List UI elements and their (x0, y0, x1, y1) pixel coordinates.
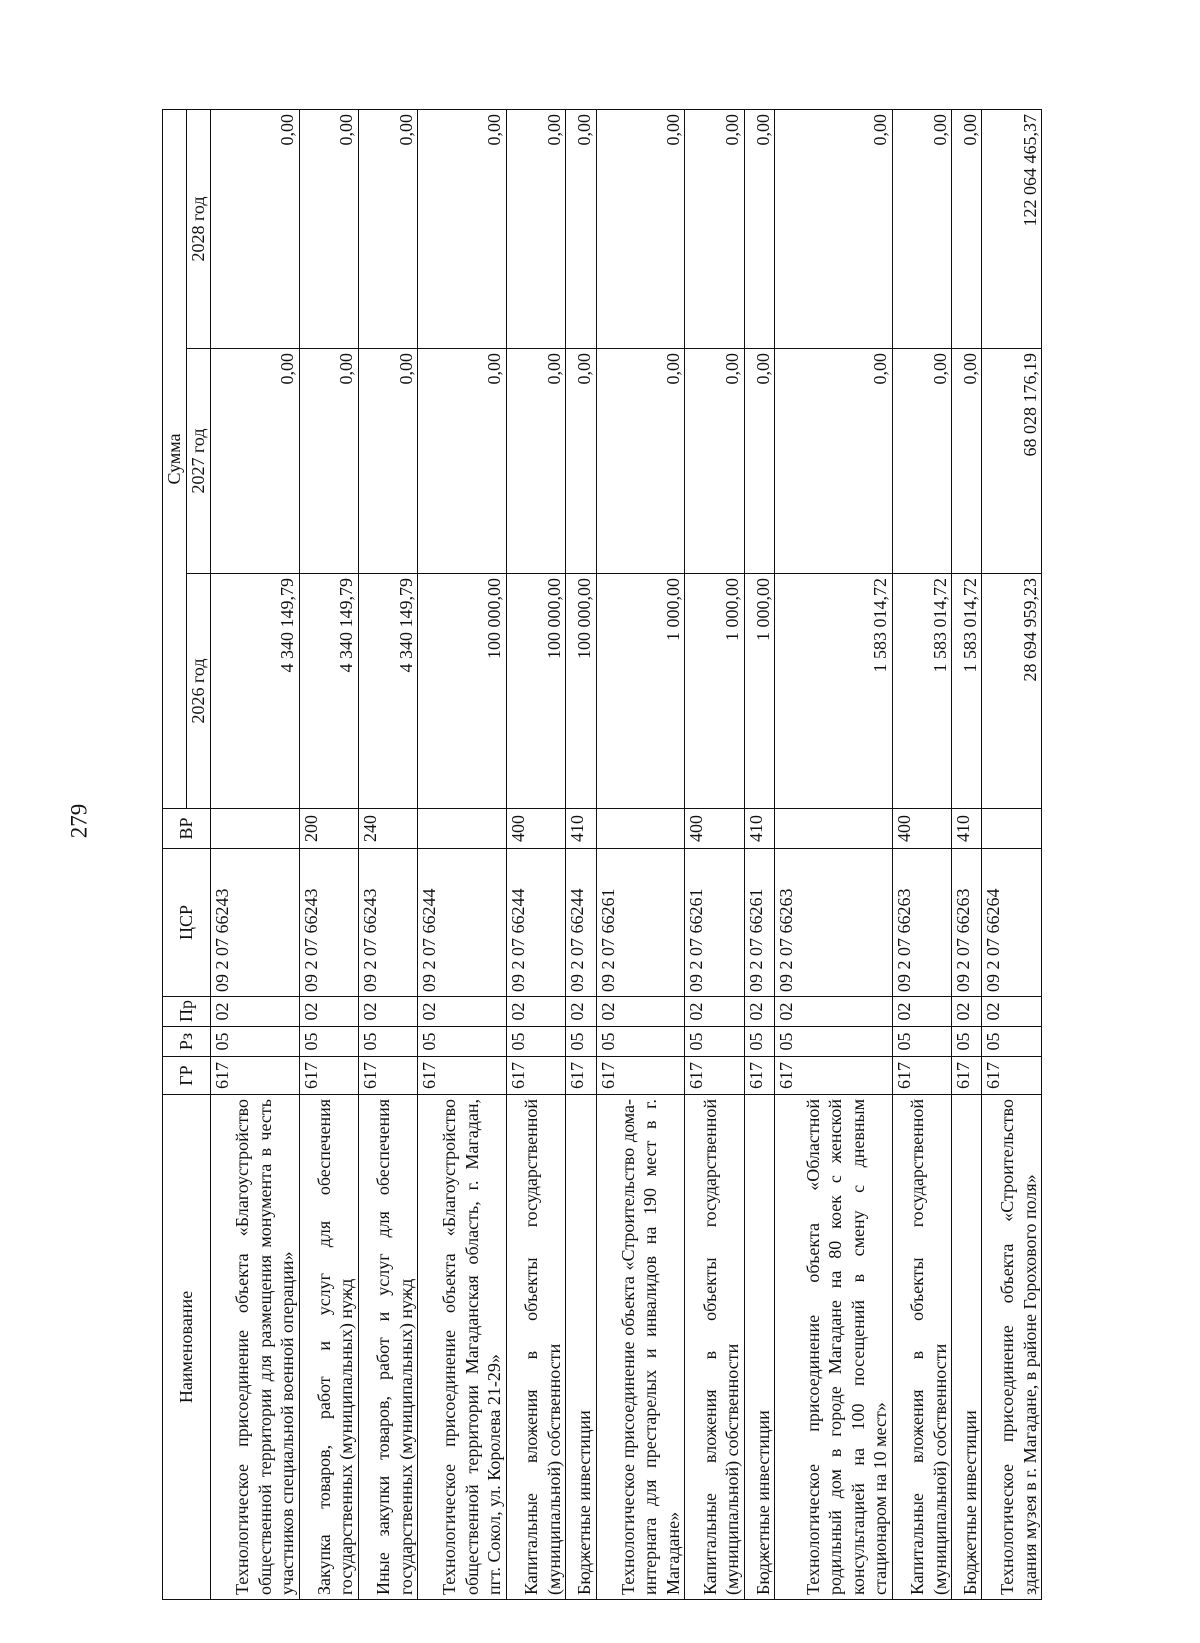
row-name: Бюджетные инвестиции (744, 1095, 774, 1600)
row-amount-2026: 4 340 149,79 (211, 574, 300, 809)
header-pr: Пр (163, 997, 211, 1027)
row-vr: 400 (506, 809, 565, 849)
row-amount-2027: 0,00 (566, 349, 596, 574)
row-vr: 400 (892, 809, 951, 849)
row-gr: 617 (685, 1057, 744, 1095)
row-vr (775, 809, 893, 849)
table-row (744, 109, 774, 1599)
row-vr (418, 809, 507, 849)
row-rz: 05 (775, 1027, 893, 1057)
row-rz: 05 (744, 1027, 774, 1057)
row-csr: 09 2 07 66261 (744, 849, 774, 997)
row-name: Капитальные вложения в объекты государственной (муниципальной) собственности (685, 1095, 744, 1600)
row-amount-2027: 0,00 (775, 349, 893, 574)
header-2028: 2028 год (187, 109, 211, 348)
table-row (982, 109, 1042, 1599)
header-name: Наименование (163, 1095, 211, 1600)
row-gr: 617 (566, 1057, 596, 1095)
row-amount-2027: 0,00 (952, 349, 982, 574)
row-amount-2028: 0,00 (418, 109, 507, 348)
row-vr (596, 809, 685, 849)
row-gr: 617 (418, 1057, 507, 1095)
row-csr: 09 2 07 66244 (506, 849, 565, 997)
row-pr: 02 (685, 997, 744, 1027)
row-csr: 09 2 07 66263 (775, 849, 893, 997)
row-vr: 400 (685, 809, 744, 849)
row-rz: 05 (596, 1027, 685, 1057)
row-vr: 410 (952, 809, 982, 849)
row-gr: 617 (596, 1057, 685, 1095)
row-amount-2026: 4 340 149,79 (299, 574, 358, 809)
page-number: 279 (66, 803, 92, 839)
row-name: Закупка товаров, работ и услуг для обеспечения государственных (муниципальных) нужд (299, 1095, 358, 1600)
row-rz: 05 (952, 1027, 982, 1057)
row-amount-2027: 0,00 (299, 349, 358, 574)
row-csr: 09 2 07 66263 (892, 849, 951, 997)
header-2027: 2027 год (187, 349, 211, 574)
row-amount-2028: 0,00 (744, 109, 774, 348)
row-amount-2027: 0,00 (596, 349, 685, 574)
table-row (596, 109, 685, 1599)
row-name: Иные закупки товаров, работ и услуг для обеспечения государственных (муниципальных) нужд (358, 1095, 417, 1600)
row-csr: 09 2 07 66263 (952, 849, 982, 997)
table-row (358, 109, 417, 1599)
row-name: Бюджетные инвестиции (566, 1095, 596, 1600)
row-pr: 02 (299, 997, 358, 1027)
rotated-table-container (162, 110, 1042, 1600)
row-amount-2026: 28 694 959,23 (982, 574, 1042, 809)
row-gr: 617 (952, 1057, 982, 1095)
table-row (775, 109, 893, 1599)
row-name: Технологическое присоединение объекта «Строительство здания музея в г. Магадане, в районе Горохового поля» (982, 1095, 1042, 1600)
row-gr: 617 (775, 1057, 893, 1095)
row-amount-2027: 0,00 (358, 349, 417, 574)
row-rz: 05 (982, 1027, 1042, 1057)
row-name: Технологическое присоединение объекта «Строительство дома-интерната для престарелых и инвалидов на 190 мест в г. Магадане» (596, 1095, 685, 1600)
row-amount-2028: 0,00 (566, 109, 596, 348)
row-pr: 02 (892, 997, 951, 1027)
row-csr: 09 2 07 66264 (982, 849, 1042, 997)
header-gr: ГР (163, 1057, 211, 1095)
row-name: Капитальные вложения в объекты государственной (муниципальной) собственности (892, 1095, 951, 1600)
row-csr: 09 2 07 66261 (685, 849, 744, 997)
row-amount-2026: 100 000,00 (566, 574, 596, 809)
row-amount-2026: 1 000,00 (596, 574, 685, 809)
row-amount-2026: 1 000,00 (744, 574, 774, 809)
row-gr: 617 (358, 1057, 417, 1095)
row-rz: 05 (418, 1027, 507, 1057)
row-amount-2028: 0,00 (506, 109, 565, 348)
row-rz: 05 (358, 1027, 417, 1057)
row-gr: 617 (506, 1057, 565, 1095)
row-pr: 02 (775, 997, 893, 1027)
row-amount-2028: 0,00 (596, 109, 685, 348)
row-pr: 02 (982, 997, 1042, 1027)
row-pr: 02 (566, 997, 596, 1027)
row-amount-2026: 100 000,00 (418, 574, 507, 809)
table-row (952, 109, 982, 1599)
header-csr: ЦСР (163, 849, 211, 997)
row-amount-2026: 4 340 149,79 (358, 574, 417, 809)
row-name: Бюджетные инвестиции (952, 1095, 982, 1600)
row-pr: 02 (506, 997, 565, 1027)
row-rz: 05 (892, 1027, 951, 1057)
row-gr: 617 (982, 1057, 1042, 1095)
table-row (299, 109, 358, 1599)
row-gr: 617 (892, 1057, 951, 1095)
table-row (418, 109, 507, 1599)
row-name: Технологическое присоединение объекта «Благоустройство общественной территории для размещения монумента в честь участников специальной военной операции» (211, 1095, 300, 1600)
row-csr: 09 2 07 66244 (418, 849, 507, 997)
row-amount-2026: 1 000,00 (685, 574, 744, 809)
row-gr: 617 (211, 1057, 300, 1095)
row-amount-2028: 122 064 465,37 (982, 109, 1042, 348)
row-rz: 05 (506, 1027, 565, 1057)
header-2026: 2026 год (187, 574, 211, 809)
row-name: Технологическое присоединение объекта «Областной родильный дом в городе Магадане на 80 коек с женской консультацией на 100 посещений в смену с дневным стационаром на 10 мест» (775, 1095, 893, 1600)
row-csr: 09 2 07 66243 (358, 849, 417, 997)
row-amount-2028: 0,00 (775, 109, 893, 348)
row-csr: 09 2 07 66261 (596, 849, 685, 997)
row-vr (211, 809, 300, 849)
row-pr: 02 (744, 997, 774, 1027)
row-pr: 02 (952, 997, 982, 1027)
row-vr (982, 809, 1042, 849)
row-amount-2027: 0,00 (685, 349, 744, 574)
row-rz: 05 (685, 1027, 744, 1057)
header-vr: ВР (163, 809, 211, 849)
row-amount-2028: 0,00 (299, 109, 358, 348)
row-csr: 09 2 07 66243 (299, 849, 358, 997)
row-name: Капитальные вложения в объекты государственной (муниципальной) собственности (506, 1095, 565, 1600)
header-sum: Сумма (163, 109, 187, 808)
row-amount-2028: 0,00 (358, 109, 417, 348)
row-vr: 410 (744, 809, 774, 849)
table-row (685, 109, 744, 1599)
row-amount-2027: 0,00 (211, 349, 300, 574)
row-amount-2027: 0,00 (418, 349, 507, 574)
row-name: Технологическое присоединение объекта «Благоустройство общественной территории Магаданская область, г. Магадан, пгт. Сокол, ул. Королева 21-29» (418, 1095, 507, 1600)
header-rz: Рз (163, 1027, 211, 1057)
row-amount-2028: 0,00 (685, 109, 744, 348)
row-amount-2026: 100 000,00 (506, 574, 565, 809)
row-gr: 617 (299, 1057, 358, 1095)
row-amount-2027: 0,00 (744, 349, 774, 574)
row-amount-2027: 0,00 (506, 349, 565, 574)
table-row (506, 109, 565, 1599)
table-row (566, 109, 596, 1599)
row-rz: 05 (299, 1027, 358, 1057)
row-amount-2028: 0,00 (952, 109, 982, 348)
row-amount-2026: 1 583 014,72 (775, 574, 893, 809)
row-csr: 09 2 07 66243 (211, 849, 300, 997)
row-rz: 05 (566, 1027, 596, 1057)
row-vr: 200 (299, 809, 358, 849)
row-pr: 02 (211, 997, 300, 1027)
row-rz: 05 (211, 1027, 300, 1057)
row-amount-2027: 68 028 176,19 (982, 349, 1042, 574)
row-amount-2027: 0,00 (892, 349, 951, 574)
row-pr: 02 (596, 997, 685, 1027)
row-vr: 410 (566, 809, 596, 849)
table-row (892, 109, 951, 1599)
budget-table (162, 109, 1042, 1600)
row-amount-2026: 1 583 014,72 (892, 574, 951, 809)
row-amount-2026: 1 583 014,72 (952, 574, 982, 809)
row-gr: 617 (744, 1057, 774, 1095)
row-amount-2028: 0,00 (211, 109, 300, 348)
row-csr: 09 2 07 66244 (566, 849, 596, 997)
table-row (211, 109, 300, 1599)
row-pr: 02 (358, 997, 417, 1027)
row-amount-2028: 0,00 (892, 109, 951, 348)
row-vr: 240 (358, 809, 417, 849)
row-pr: 02 (418, 997, 507, 1027)
